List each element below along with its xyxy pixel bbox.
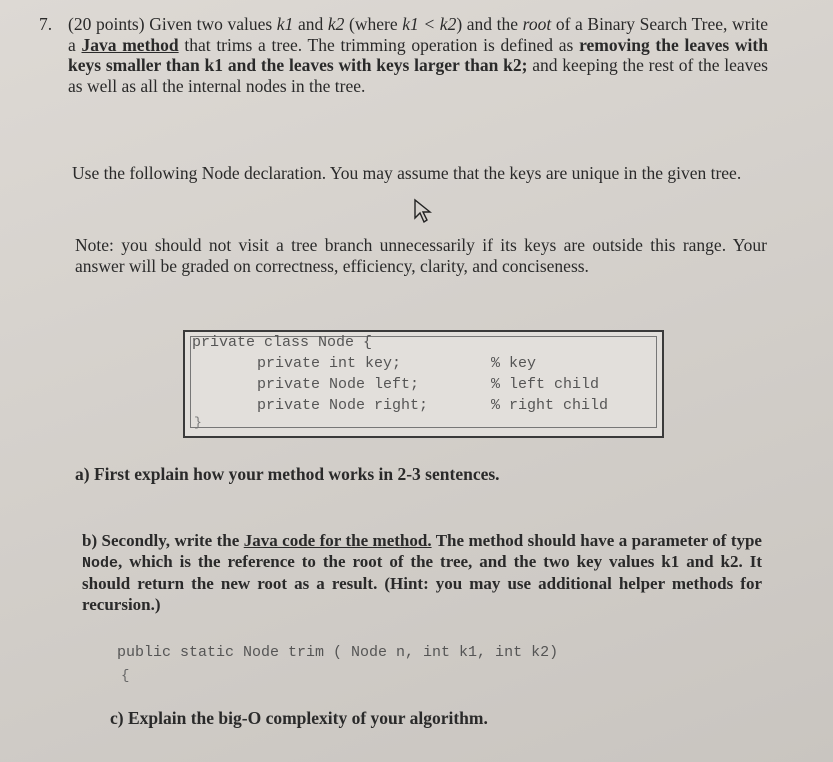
code-field-left: private Node left; (257, 376, 420, 393)
efficiency-note: Note: you should not visit a tree branch unnecessarily if its keys are outside this range. Your answer will be graded on correctness, efficiency, clarity, and conciseness. (75, 235, 767, 276)
code-comment-left: % left child (491, 376, 600, 393)
code-field-key: private int key; (257, 355, 402, 372)
code-class-close: } (194, 415, 202, 430)
part-b-prompt: b) Secondly, write the Java code for the method. The method should have a parameter of type Node, which is the reference to the root of the tree, and the two key values k1 and k2. It should return the new root as a result. (Hint: you may use additional helper methods for recursion.) (82, 531, 762, 614)
java-method-emphasis: Java method (81, 34, 179, 55)
method-signature: public static Node trim ( Node n, int k1, int k2) (117, 644, 559, 661)
code-comment-key: % key (491, 355, 537, 372)
mouse-pointer-icon (413, 198, 433, 224)
question-number: 7. (39, 14, 53, 34)
part-a-prompt: a) First explain how your method works in 2-3 sentences. (75, 464, 500, 484)
trim-rule: removing the leaves with keys smaller than k1 and the leaves with keys larger than k2; (68, 34, 768, 75)
code-comment-right: % right child (491, 397, 609, 414)
code-field-right: private Node right; (257, 397, 429, 414)
node-instruction: Use the following Node declaration. You may assume that the keys are unique in the given tree. (72, 163, 742, 183)
question-prompt: (20 points) Given two values k1 and k2 (where k1 < k2) and the root of a Binary Search Tree, write a Java method that trims a tree. The trimming operation is defined as removing the leaves with keys smaller than k1 and the leaves with keys larger than k2; and keeping the rest of the leaves as well as all the internal nodes in the tree. (68, 14, 768, 96)
code-class-header: private class Node { (192, 334, 373, 351)
part-c-prompt: c) Explain the big-O complexity of your algorithm. (110, 708, 488, 728)
method-open-brace: { (121, 668, 130, 684)
